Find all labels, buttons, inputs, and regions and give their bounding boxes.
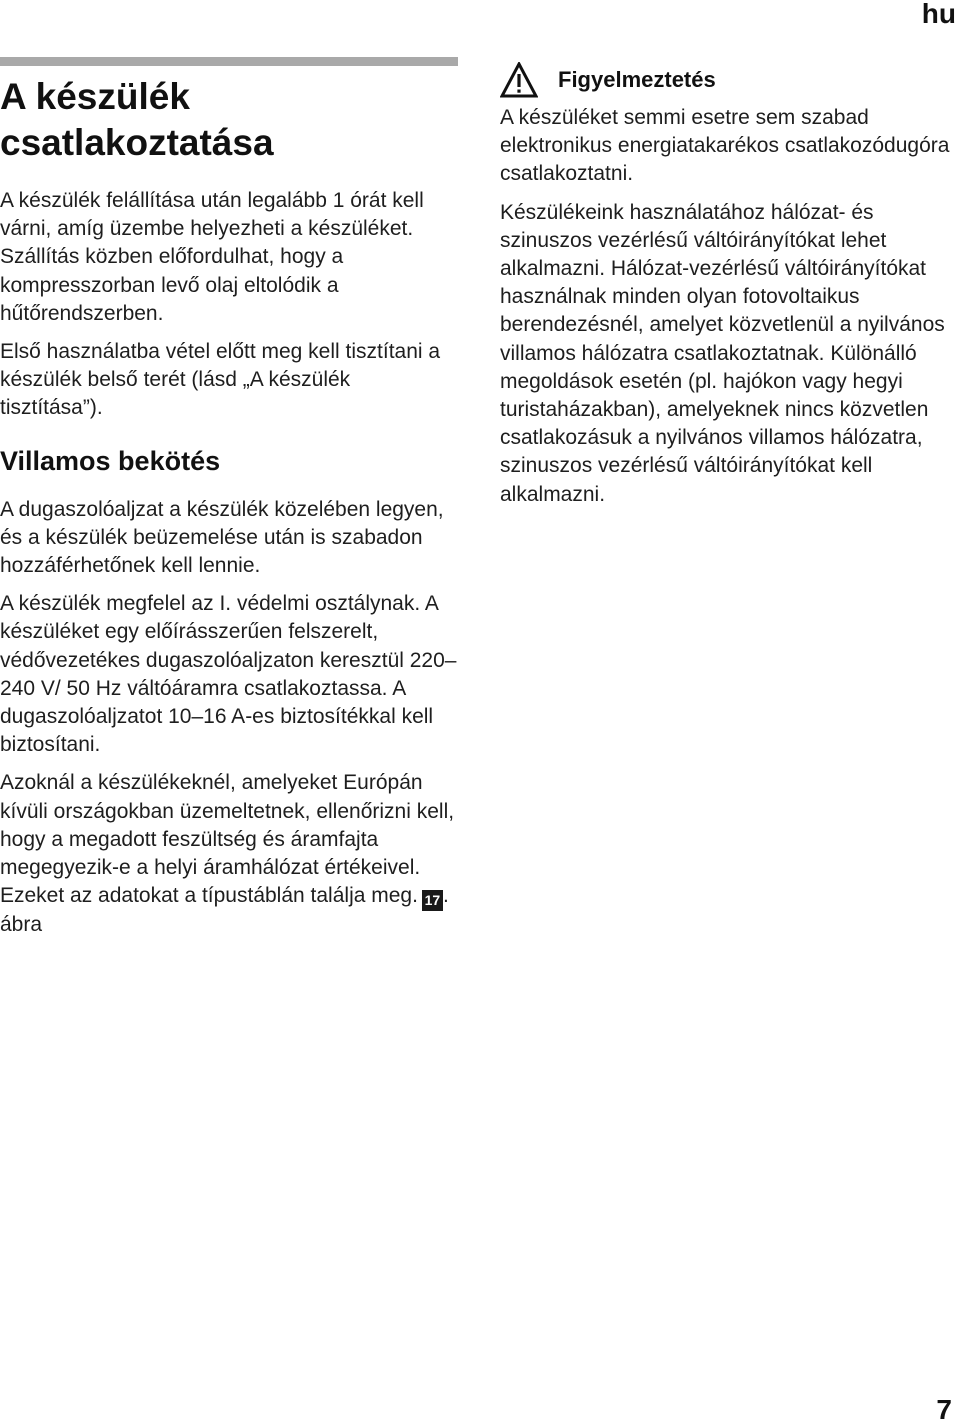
warning-paragraph-1: A készüléket semmi esetre sem szabad elektronikus energiatakarékos csatlakozódugóra csatlakoztatni. [500,106,950,186]
warning-header [500,58,960,102]
language-code: hu [921,0,956,29]
body-paragraph-3 [0,769,458,939]
body-paragraph-3-text: Azoknál a készülékeknél, amelyeket Európán kívüli országokban üzemeltetnek, ellenőrizni kell, hogy a megadott feszültség és áramfajta megegyezik-e a helyi áramhálózat értékeivel. Ezeket az adatokat a típustáblán találja meg. [0,771,455,908]
intro-paragraph-1: A készülék felállítása után legalább 1 órát kell várni, amíg üzembe helyezheti a készüléket. Szállítás közben előfordulhat, hogy a kompresszorban levő olaj eltolódik a hűtőrendszerben. [0,189,424,325]
warning-paragraph-2: Készülékeink használatához hálózat- és szinuszos vezérlésű váltóirányítókat lehet alkalmazni. Hálózat-vezérlésű váltóirányítókat használnak minden olyan fotovoltaikus berendezésnél, amelyet közvetlenül a nyilvános villamos hálózatra csatlakoztatnak. Különálló megoldások esetén (pl. hajókon vagy hegyi turistaházakban), amelyeknek nincs közvetlen csatlakozásuk a nyilvános villamos hálózatra, szinuszos vezérlésű váltóirányítókat kell alkalmazni. [500,200,945,506]
section-rule [0,57,458,66]
right-column [500,58,960,519]
page-title: A készülék csatlakoztatása [0,76,274,163]
page-number: 7 [936,1394,952,1425]
warning-title: Figyelmeztetés [558,67,716,92]
section-heading: Villamos bekötés [0,445,221,476]
left-column [0,74,458,949]
warning-triangle-icon [500,62,538,98]
body-paragraph-2: A készülék megfelel az I. védelmi osztálynak. A készüléket egy előírásszerűen felszerelt, védővezetékes dugaszolóaljzaton keresztül 220–240 V/ 50 Hz váltóáramra csatlakoztassa. A dugaszolóaljzatot 10–16 A-es biztosítékkal kell biztosítani. [0,592,457,757]
figure-reference-suffix: . ábra [0,884,449,937]
body-paragraph-1: A dugaszolóaljzat a készülék közelében legyen, és a készülék beüzemelése után is szabadon hozzáférhetőnek kell lennie. [0,497,444,578]
figure-reference-badge: 17 [422,890,443,911]
intro-paragraph-2: Első használatba vétel előtt meg kell tisztítani a készülék belső terét (lásd „A készülék tisztítása”). [0,340,441,420]
